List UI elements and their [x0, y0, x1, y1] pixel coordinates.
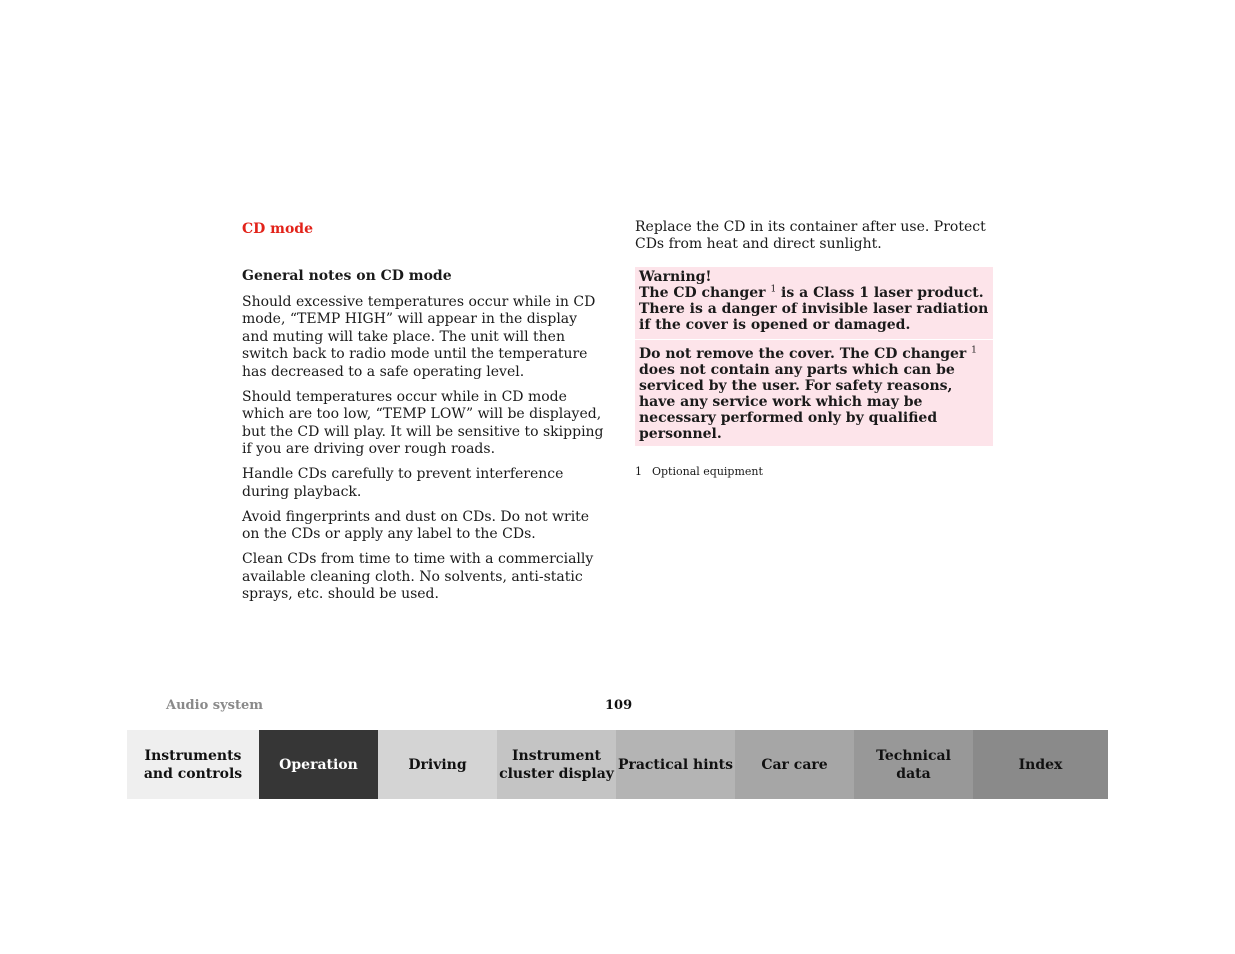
footnote-ref: 1 [971, 345, 977, 356]
nav-tab-index[interactable]: Index [973, 730, 1108, 799]
nav-tab-driving[interactable]: Driving [378, 730, 497, 799]
paragraph-fingerprints: Avoid fingerprints and dust on CDs. Do not write on the CDs or apply any label to the CDs. [242, 508, 590, 543]
nav-tab-technical-data[interactable]: Technical data [854, 730, 973, 799]
warning-p1-text-a: The CD changer [639, 284, 771, 301]
page-number: 109 [605, 698, 633, 713]
paragraph-cleaning: Clean CDs from time to time with a commercially available cleaning cloth. No solvents, anti-static sprays, etc. should be used. [242, 551, 594, 603]
intro-paragraph: Replace the CD in its container after use. Protect CDs from heat and direct sunlight. [635, 219, 986, 253]
warning-box [635, 267, 993, 446]
warning-p2-text-b: does not contain any parts which can be serviced by the user. For safety reasons, have any service work which may be necessary performed only by qualified personnel. [639, 361, 955, 442]
paragraph-handle-cds: Handle CDs carefully to prevent interference during playback. [242, 466, 564, 500]
warning-paragraph-2 [639, 346, 989, 442]
nav-tab-practical-hints[interactable]: Practical hints [616, 730, 735, 799]
nav-tab-operation[interactable]: Operation [259, 730, 378, 799]
warning-p1-text-b: is a Class 1 laser product. There is a danger of invisible laser radiation if the cover is opened or damaged. [639, 284, 989, 333]
nav-tab-instruments-and-controls[interactable]: Instruments and controls [127, 730, 259, 799]
subheading: General notes on CD mode [242, 268, 452, 284]
warning-paragraph-1 [639, 285, 989, 333]
footnote-text: Optional equipment [652, 464, 763, 478]
paragraph-temp-high: Should excessive temperatures occur while in CD mode, “TEMP HIGH” will appear in the display and muting will take place. The unit will then switch back to radio mode until the temperature has decreased to a safe operating level. [242, 294, 596, 380]
left-column [242, 219, 604, 611]
footer-section-label: Audio system [166, 698, 263, 713]
footnote [635, 465, 993, 479]
paragraph-temp-low: Should temperatures occur while in CD mode which are too low, “TEMP LOW” will be displayed, but the CD will play. It will be sensitive to skipping if you are driving over rough roads. [242, 388, 604, 458]
nav-tab-car-care[interactable]: Car care [735, 730, 854, 799]
warning-p2-text-a: Do not remove the cover. The CD changer [639, 345, 972, 362]
footnote-ref: 1 [770, 284, 777, 295]
right-column [635, 219, 993, 479]
warning-divider [635, 339, 993, 340]
bottom-navigation [127, 730, 1108, 799]
section-title: CD mode [242, 221, 314, 237]
warning-title: Warning! [639, 268, 712, 285]
footnote-number: 1 [635, 464, 642, 478]
nav-tab-instrument-cluster-display[interactable]: Instrument cluster display [497, 730, 616, 799]
